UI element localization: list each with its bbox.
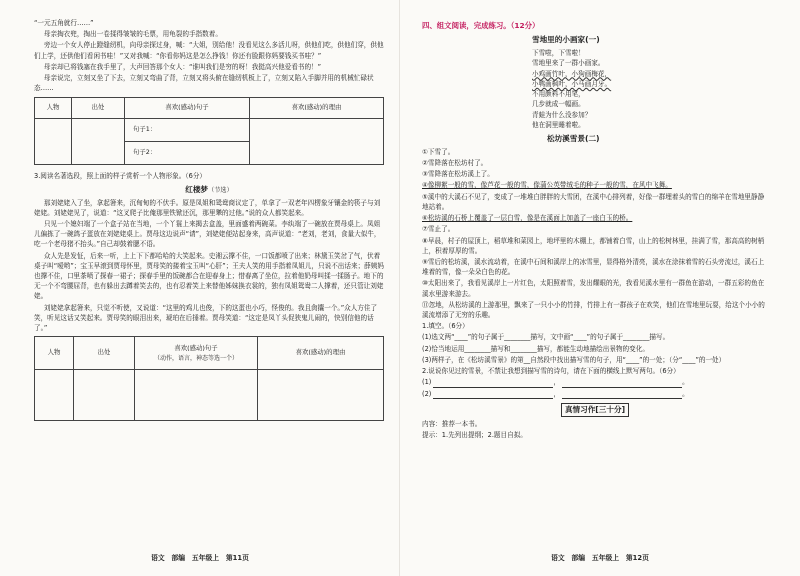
writing-title [422, 403, 768, 417]
prose-line-underlined: ⑥松坊溪的石桥上覆盖了一层白雪，像是在溪面上加盖了一座白玉的桥。 [422, 214, 633, 223]
story-line-3: 旁边一个女人停止蹬缝纫机，向母亲探过身，喊：“大姐，别给他！没看见这么多活儿呀，供他们吃，供他们穿，供他们上学，还供他们看闲书哇！”又对我喊：“你看你妈这是怎么挣钱！你还有脸跟你妈要钱买书哇？” [34, 41, 384, 60]
question-3: 3.阅读名著选段，照上面的样子赏析一个人物形象。（6分） [34, 171, 207, 180]
table2-header-reason: 喜欢(感动)的理由 [258, 337, 384, 370]
prose-line [422, 213, 768, 223]
table2-cell-sentence [135, 370, 258, 421]
prose-line-underlined: ④像柳絮一般的雪，像芦花一般的雪，像蒲公英带绒毛的种子一般的雪，在风中飞舞。 [422, 181, 672, 190]
table1-cell-source [72, 118, 125, 164]
left-page-footer: 语文 部编 五年级上 第11页 [151, 554, 249, 562]
story-line-4: 母亲却已将钱塞在我手里了，大声回答那个女人：“谁叫我们是穷的呀！我挺高兴他爱看书的！” [43, 62, 322, 71]
story-line-2: 母亲掏衣兜，掏出一卷揉得皱皱的毛票，用龟裂的手指数着。 [43, 30, 222, 39]
prose-line [422, 180, 768, 190]
prose-line: ⑪忽地，从松坊溪的上游那里，飘来了一只小小的竹排，竹排上有一群孩子在欢笑，他们在雪地里玩耍，给这个小小的溪流增添了无穷的乐趣。 [422, 300, 765, 320]
poem-line [422, 69, 768, 79]
prose-line: ②雪降落在松坊村了。 [422, 158, 488, 167]
poem [422, 48, 768, 130]
writing-title-text: 真情习作[三十分] [561, 403, 629, 417]
passage-note: （节选） [208, 186, 233, 194]
passage-paragraph-4: 刘姥姥拿起箸来，只觉不听使，又说道：“这里的鸡儿也俊，下的这蛋也小巧，怪俊的。我且肏攮一个。”众人方住了笑，听见这话又笑起来。贾母笑的眼泪出来，琥珀在后捶着。贾母笑道：“这定是凤丫头促狭鬼儿闹的，快别信他的话了。” [34, 303, 378, 333]
poem-line: 几步就成一幅画。 [532, 100, 585, 109]
prose-line: ⑤溪中的大溪石不见了，变成了一堆堆白胖胖的大雪团，在溪中心排列着，好像一群埋着头的雪白的绵羊在雪地里静静地站着。 [422, 192, 765, 211]
table2-header-sentence [135, 337, 258, 370]
answer-line-2-label: (2) [422, 389, 432, 398]
table2-header-person: 人物 [35, 337, 74, 370]
table1-header-reason: 喜欢(感动)的理由 [250, 97, 384, 118]
table2-header-sentence-text: 喜欢(感动)句子 [174, 343, 218, 352]
analysis-table-1 [34, 97, 384, 165]
table1-cell-person [35, 118, 72, 164]
prose-line: ⑦雪止了。 [422, 225, 455, 234]
question-1: 1.填空。（6分） [422, 322, 469, 331]
answer-blank[interactable] [562, 380, 682, 388]
writing-hint: 提示：1.先列出提纲；2.题目自拟。 [422, 430, 527, 439]
prose-line: ⑧早晨，村子的屋顶上，稻草堆和菜园上，地坪里的木棚上，都铺着白雪，山上的松树林里，挂满了雪，那高高的树梢上，积着厚厚的雪。 [422, 236, 765, 255]
question-1-3: (3)两样子，在《松坊溪雪景》的第__自然段中找出描写雪的句子，用“____”的一处；（分“____”的一处） [422, 355, 726, 364]
poem-line: 雪地里来了一群小画家。 [532, 59, 605, 68]
poem-line-underlined: 小鸭画枫叶，小马画月牙。 [532, 79, 612, 88]
table2-cell-reason [258, 370, 384, 421]
table2-header-source: 出处 [74, 337, 135, 370]
question-1-2: (2)恰当地运用________描写和________描写，都能生动地描绘出景物的变化。 [422, 344, 649, 353]
table1-header-source: 出处 [72, 97, 125, 118]
table1-header-sentence: 喜欢(感动)句子 [125, 97, 250, 118]
poem-line: 青蛙为什么没参加？ [532, 110, 592, 119]
passage-title [34, 184, 384, 196]
answer-line-2: (2) ， 。 [422, 389, 689, 398]
right-page [400, 0, 800, 576]
table2-cell-person [35, 370, 74, 421]
table2-header-sentence-note: （动作，语言，神态等选一个） [153, 354, 238, 362]
poem-line: 下雪啦，下雪啦！ [532, 49, 585, 58]
question-1-1: (1)选文两“____”的句子属于________描写，文中画“____”的句子属于________描写。 [422, 333, 670, 342]
answer-line-1: (1) ， 。 [422, 378, 689, 387]
prose-line: ⑩太阳出来了，我看见溪岸上一片红色，太阳照着雪，发出耀眼的光，我看见溪水里有一群鱼在游动，一群五彩的鱼在溪水里游来游去。 [422, 279, 765, 298]
prose-title: 松坊溪雪景(二) [547, 133, 600, 143]
answer-line-1-label: (1) [422, 378, 432, 387]
poem-title: 雪地里的小画家(一) [532, 35, 600, 45]
answer-blank[interactable] [562, 391, 682, 399]
question-2: 2.说说你见过的雪景，不禁让我想到描写雪的诗句，请在下面的横线上默写两句。（6分） [422, 367, 680, 376]
poem-line [422, 79, 768, 89]
prose-line: ①下雪了。 [422, 147, 455, 156]
writing-content: 内容：推荐一本书。 [422, 419, 482, 428]
passage-paragraph-2: 只见一个媳妇端了一个盒子站在当地，一个丫鬟上来揭去盒盖，里面盛着两碗菜。李纨端了一碗放在贾母桌上。凤姐儿偏拣了一碗鸽子蛋放在刘姥姥桌上。贾母这边说声“请”，刘姥姥便站起身来，高声说道：“老刘，老刘，食量大似牛，吃一个老母猪不抬头。”自己却鼓着腮不语。 [34, 219, 381, 249]
table1-sentence-2: 句子2： [125, 141, 250, 164]
poem-line: 他在洞里睡着啦。 [532, 120, 585, 129]
answer-blank[interactable] [433, 391, 553, 399]
table1-sentence-1: 句子1： [125, 118, 250, 141]
poem-line: 不用颜料不用笔， [532, 90, 585, 99]
section-heading: 四、组文阅读，完成练习。（12分） [422, 21, 540, 30]
right-page-footer: 语文 部编 五年级上 第12页 [551, 554, 649, 562]
passage-paragraph-3: 众人先是发怔，后来一听，上上下下都哈哈的大笑起来。史湘云撑不住，一口饭都喷了出来；林黛玉笑岔了气，伏着桌子叫“嗳哟”；宝玉早滚到贾母怀里，贾母笑的搂着宝玉叫“心肝”；王夫人笑的用手指着凤姐儿，只说不出话来；薛姨妈也撑不住，口里茶喷了探春一裙子；探春手里的饭碗都合在迎春身上；惜春离了坐位，拉着他奶母叫揉一揉肠子。地下的无一个不弯腰屈背，也有躲出去蹲着笑去的，也有忍着笑上来替他姊妹换衣裳的，独有凤姐鸳鸯二人撑着，还只管让刘姥姥。 [34, 251, 384, 301]
story-line-1: “一元五角就行……” [34, 19, 94, 27]
passage-paragraph-1: 那刘姥姥入了坐，拿起箸来，沉甸甸的不伏手。原是凤姐和鸳鸯商议定了，单拿了一双老年四楞象牙镶金的筷子与刘姥姥。刘姥姥见了，说道：“这叉爬子比俺那里铁锨还沉，那里犟的过他。”说的众人都笑起来。 [34, 198, 381, 217]
poem-line-underlined: 小鸡画竹叶，小狗画梅花， [532, 69, 612, 78]
prose-line: ⑨雪后的松坊溪，溪水流动着，在溪中石间和溪岸上的冰雪里，显得格外清亮，溪水在涂抹着雪的石头旁流过，溪石上堆着的雪，像一朵朵白色的花。 [422, 257, 765, 277]
analysis-table-2 [34, 336, 384, 421]
passage-title-text: 红楼梦 [185, 184, 209, 194]
table1-header-person: 人物 [35, 97, 72, 118]
story-line-5: 母亲说完，立刻又坐了下去，立刻又弯曲了背，立刻又将头俯在缝纫机板上了，立刻又陷入手脚并用的机械忙碌状态…… [34, 74, 374, 93]
prose-line: ③雪降落在松坊溪上了。 [422, 170, 494, 179]
table2-cell-source [74, 370, 135, 421]
table1-cell-reason [250, 118, 384, 164]
answer-blank[interactable] [433, 380, 553, 388]
